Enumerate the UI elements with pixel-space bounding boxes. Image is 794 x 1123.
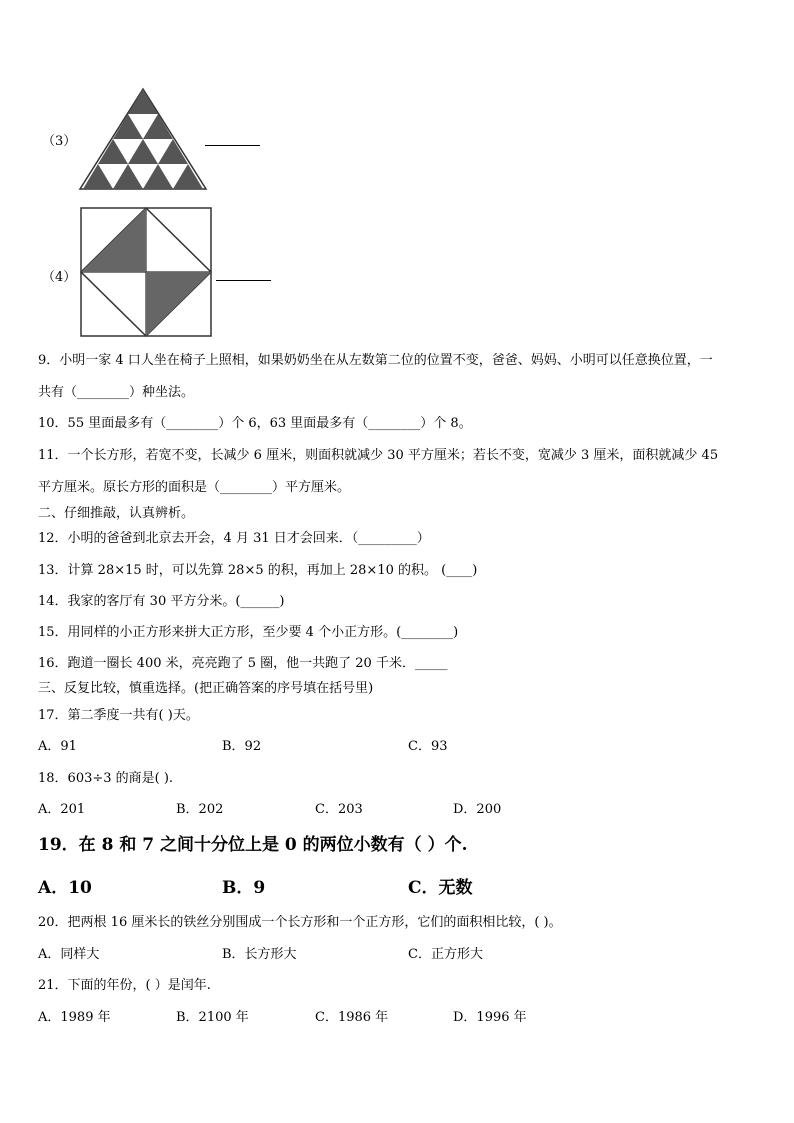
question-9-line1: 9．小明一家 4 口人坐在椅子上照相，如果奶奶坐在从左数第二位的位置不变，爸爸、妈妈、小明可以任意换位置，一 <box>38 353 713 368</box>
question-21: 21．下面的年份，( ）是闰年. <box>38 978 211 993</box>
answer-blank-3 <box>205 145 260 146</box>
q21-option-b: B．2100 年 <box>176 1010 249 1025</box>
question-16: 16．跑道一圈长 400 米，亮亮跑了 5 圈，他一共跑了 20 千米．_____ <box>38 656 448 671</box>
question-11-line1: 11．一个长方形，若宽不变，长减少 6 厘米，则面积就减少 30 平方厘米；若长不变，宽减少 3 厘米，面积就减少 45 <box>38 448 719 463</box>
q18-option-c: C．203 <box>315 802 363 817</box>
section-2-heading: 二、仔细推敲，认真辨析。 <box>38 506 195 521</box>
q21-option-d: D．1996 年 <box>453 1010 527 1025</box>
answer-blank-4 <box>216 280 271 281</box>
section-3-heading: 三、反复比较，慎重选择。(把正确答案的序号填在括号里) <box>38 681 374 696</box>
question-10: 10．55 里面最多有（________）个 6，63 里面最多有（________）个 8。 <box>38 416 472 431</box>
q17-option-c: C．93 <box>408 739 448 754</box>
q21-option-c: C．1986 年 <box>315 1010 389 1025</box>
question-17: 17．第二季度一共有( )天。 <box>38 708 199 723</box>
q19-option-b: B．9 <box>222 878 266 898</box>
figure-3-label: （3） <box>42 134 77 149</box>
q19-option-c: C．无数 <box>408 878 473 898</box>
q17-option-a: A．91 <box>38 739 77 754</box>
question-18: 18．603÷3 的商是( ). <box>38 771 174 786</box>
question-19: 19．在 8 和 7 之间十分位上是 0 的两位小数有（ ）个. <box>38 835 468 855</box>
q18-option-a: A．201 <box>38 802 86 817</box>
q20-option-c: C．正方形大 <box>408 947 483 962</box>
question-20: 20．把两根 16 厘米长的铁丝分别围成一个长方形和一个正方形，它们的面积相比较，( )。 <box>38 915 562 930</box>
q20-option-a: A．同样大 <box>38 947 100 962</box>
q18-option-d: D．200 <box>453 802 502 817</box>
q21-option-a: A．1989 年 <box>38 1010 111 1025</box>
figure-4-label: （4） <box>42 270 77 285</box>
q20-option-b: B．长方形大 <box>222 947 297 962</box>
square-figure <box>78 205 214 339</box>
q19-option-a: A．10 <box>38 878 92 898</box>
question-11-line2: 平方厘米。原长方形的面积是（________）平方厘米。 <box>38 480 351 495</box>
question-15: 15．用同样的小正方形来拼大正方形，至少要 4 个小正方形。(________) <box>38 625 459 640</box>
question-13: 13．计算 28×15 时，可以先算 28×5 的积，再加上 28×10 的积。 (____) <box>38 563 478 578</box>
question-14: 14．我家的客厅有 30 平方分米。(______) <box>38 594 285 609</box>
question-9-line2: 共有（________）种坐法。 <box>38 385 195 400</box>
q18-option-b: B．202 <box>176 802 224 817</box>
triangle-figure <box>78 87 208 191</box>
q17-option-b: B．92 <box>222 739 262 754</box>
question-12: 12．小明的爸爸到北京去开会，4 月 31 日才会回来．（_________） <box>38 531 430 546</box>
